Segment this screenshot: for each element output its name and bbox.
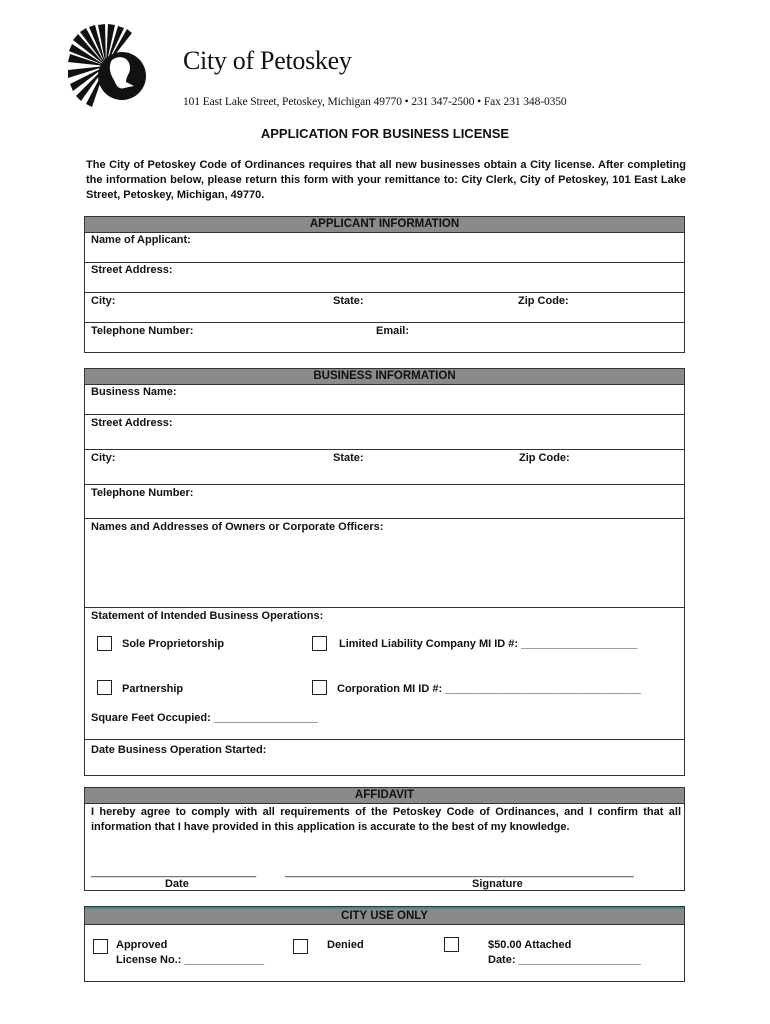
date-started-label: Date Business Operation Started:: [91, 744, 267, 756]
city-use-body: [85, 925, 684, 983]
applicant-section: [84, 216, 685, 353]
business-street-row[interactable]: [85, 415, 684, 450]
denied-checkbox[interactable]: [293, 939, 308, 954]
fee-attached-label: $50.00 Attached: [488, 939, 572, 951]
applicant-zip-label: Zip Code:: [518, 295, 569, 307]
llc-checkbox[interactable]: [312, 636, 327, 651]
applicant-street-row[interactable]: [85, 263, 684, 293]
business-state-label: State:: [333, 452, 364, 464]
signature-line[interactable]: _________________________________________________________: [285, 866, 634, 878]
business-city-label: City:: [91, 452, 116, 464]
llc-label: Limited Liability Company MI ID #: ___________________: [339, 638, 638, 650]
fee-attached-checkbox[interactable]: [444, 937, 459, 952]
applicant-email-label: Email:: [376, 325, 410, 337]
sole-proprietorship-checkbox[interactable]: [97, 636, 112, 651]
owners-label: Names and Addresses of Owners or Corporate Officers:: [91, 521, 384, 533]
operations-row: [85, 608, 684, 740]
intro-text: The City of Petoskey Code of Ordinances requires that all new businesses obtain a City license. After completing the information below, please return this form with your remittance to: City Clerk, City of Petoskey, 101 East Lake Street, Petoskey, Michigan, 49770.: [86, 159, 686, 201]
business-section: [84, 368, 685, 776]
applicant-name-label: Name of Applicant:: [91, 234, 191, 246]
square-feet-label: Square Feet Occupied: _________________: [91, 712, 318, 724]
approved-checkbox[interactable]: [93, 939, 108, 954]
corporation-checkbox[interactable]: [312, 680, 327, 695]
business-name-label: Business Name:: [91, 386, 177, 398]
business-city-row[interactable]: [85, 450, 684, 485]
date-label: Date: [165, 878, 189, 890]
business-phone-row[interactable]: [85, 485, 684, 519]
partnership-checkbox[interactable]: [97, 680, 112, 695]
affidavit-body: [85, 804, 684, 892]
denied-label: Denied: [327, 939, 364, 951]
city-use-section: [84, 906, 685, 982]
applicant-state-label: State:: [333, 295, 364, 307]
signature-label: Signature: [472, 878, 523, 890]
affidavit-header: AFFIDAVIT: [85, 788, 684, 804]
approved-label: Approved: [116, 939, 168, 951]
partnership-label: Partnership: [122, 683, 184, 695]
city-use-date-label: Date: ____________________: [488, 954, 641, 966]
affidavit-text: I hereby agree to comply with all requirements of the Petoskey Code of Ordinances, and I confirm that all information that I have provided in this application is accurate to the best of my knowledge.: [91, 806, 681, 833]
city-logo-icon: [64, 24, 148, 108]
date-signature-line[interactable]: ___________________________: [91, 866, 257, 878]
license-no-label: License No.: _____________: [116, 954, 264, 966]
applicant-phone-label: Telephone Number:: [91, 325, 194, 337]
applicant-street-label: Street Address:: [91, 264, 173, 276]
business-zip-label: Zip Code:: [519, 452, 570, 464]
business-street-label: Street Address:: [91, 417, 173, 429]
operations-label: Statement of Intended Business Operations:: [91, 610, 324, 622]
date-started-row[interactable]: [85, 740, 684, 775]
city-address: 101 East Lake Street, Petoskey, Michigan 49770 • 231 347-2500 • Fax 231 348-0350: [183, 96, 567, 108]
applicant-phone-row[interactable]: [85, 323, 684, 352]
business-header: BUSINESS INFORMATION: [85, 369, 684, 385]
applicant-header: APPLICANT INFORMATION: [85, 217, 684, 233]
affidavit-section: [84, 787, 685, 891]
applicant-city-label: City:: [91, 295, 116, 307]
applicant-name-row[interactable]: [85, 233, 684, 263]
form-title: APPLICATION FOR BUSINESS LICENSE: [260, 126, 510, 141]
applicant-city-row[interactable]: [85, 293, 684, 323]
business-phone-label: Telephone Number:: [91, 487, 194, 499]
corporation-label: Corporation MI ID #: ________________________________: [337, 683, 641, 695]
city-name: City of Petoskey: [183, 46, 352, 75]
sole-proprietorship-label: Sole Proprietorship: [122, 638, 225, 650]
owners-row[interactable]: [85, 519, 684, 608]
business-name-row[interactable]: [85, 385, 684, 415]
city-use-header: CITY USE ONLY: [85, 907, 684, 925]
